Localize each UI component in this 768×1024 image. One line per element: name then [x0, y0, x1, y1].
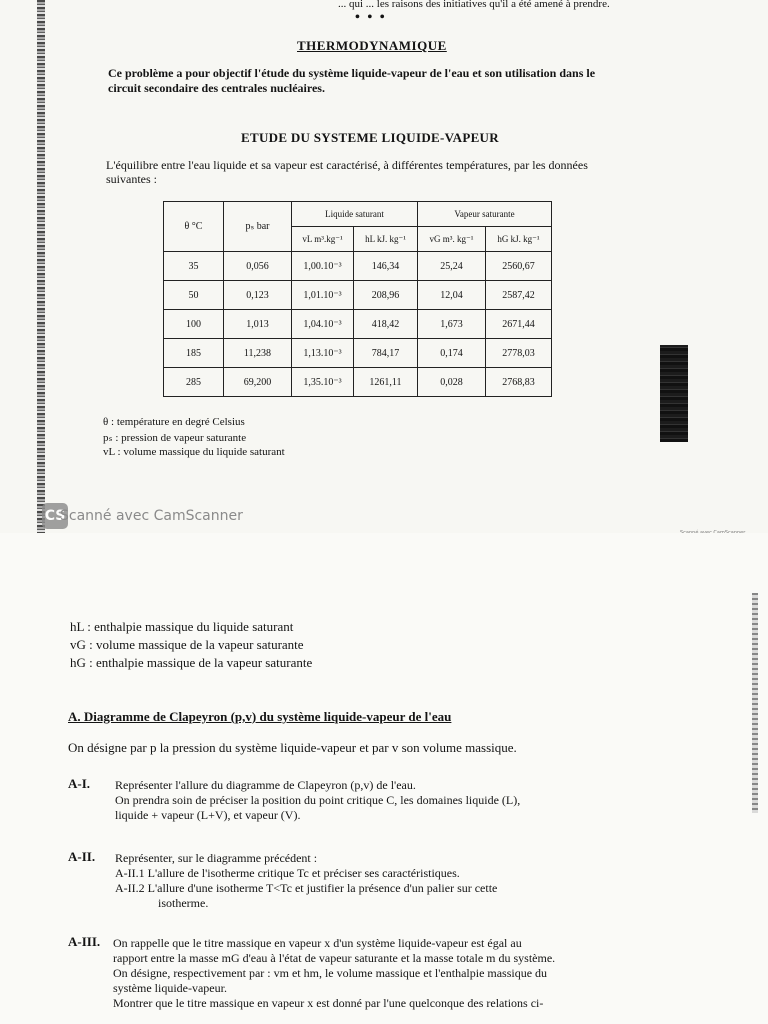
cell-theta: 100 [164, 310, 224, 339]
header-vg: vG m³. kg⁻¹ [418, 227, 486, 252]
cell-vl: 1,04.10⁻³ [292, 310, 354, 339]
table-intro: L'équilibre entre l'eau liquide et sa vapeur est caractérisé, à différentes températures, par les données suivantes : [106, 158, 588, 186]
cell-hg: 2768,83 [486, 368, 552, 397]
text-line: On prendra soin de préciser la position du point critique C, les domaines liquide (L), [115, 793, 521, 807]
header-vl: vL m³.kg⁻¹ [292, 227, 354, 252]
header-vapour-group: Vapeur saturante [418, 202, 552, 227]
cell-theta: 35 [164, 252, 224, 281]
steam-properties-table [163, 201, 552, 397]
header-hl: hL kJ. kg⁻¹ [354, 227, 418, 252]
question-a3-text [113, 936, 555, 1011]
cell-vg: 25,24 [418, 252, 486, 281]
legend-theta: θ : température en degré Celsius [103, 416, 245, 428]
legend-ps: pₛ : pression de vapeur saturante [103, 432, 247, 444]
cell-vg: 1,673 [418, 310, 486, 339]
text-line: système liquide-vapeur. [113, 981, 227, 995]
cell-theta: 285 [164, 368, 224, 397]
cell-pressure: 69,200 [224, 368, 292, 397]
text-line: Représenter, sur le diagramme précédent : [115, 851, 318, 865]
table-row [164, 339, 552, 368]
cell-vl: 1,13.10⁻³ [292, 339, 354, 368]
question-a2-text [115, 851, 497, 911]
cell-pressure: 11,238 [224, 339, 292, 368]
text-line: On rappelle que le titre massique en vapeur x d'un système liquide-vapeur est égal au [113, 936, 522, 950]
cell-hg: 2778,03 [486, 339, 552, 368]
legend-hl: hL : enthalpie massique du liquide saturant [70, 619, 294, 634]
text-line: A-II.2 L'allure d'une isotherme T<Tc et justifier la présence d'un palier sur cette [115, 881, 498, 895]
cell-hl: 208,96 [354, 281, 418, 310]
cell-vl: 1,35.10⁻³ [292, 368, 354, 397]
text-line: liquide + vapeur (L+V), et vapeur (V). [115, 808, 301, 822]
cell-hl: 1261,11 [354, 368, 418, 397]
cell-pressure: 1,013 [224, 310, 292, 339]
section-a-intro: On désigne par p la pression du système liquide-vapeur et par v son volume massique. [68, 740, 517, 755]
cell-hl: 784,17 [354, 339, 418, 368]
text-line: On désigne, respectivement par : vm et hm, le volume massique et l'enthalpie massique du [113, 966, 548, 980]
cell-vl: 1,01.10⁻³ [292, 281, 354, 310]
question-number: A-III. [68, 934, 101, 949]
text-line: A-II.1 L'allure de l'isotherme critique Tc et préciser ses caractéristiques. [115, 866, 460, 880]
header-hg: hG kJ. kg⁻¹ [486, 227, 552, 252]
header-liquid-group: Liquide saturant [292, 202, 418, 227]
question-number: A-I. [68, 776, 91, 791]
question-number: A-II. [68, 849, 96, 864]
cell-vg: 0,028 [418, 368, 486, 397]
cell-pressure: 0,056 [224, 252, 292, 281]
cell-theta: 185 [164, 339, 224, 368]
camscanner-small-watermark: Scanné avec CamScanner [680, 530, 746, 533]
cell-hg: 2560,67 [486, 252, 552, 281]
cell-theta: 50 [164, 281, 224, 310]
cell-vg: 0,174 [418, 339, 486, 368]
header-theta: θ °C [164, 202, 224, 252]
cell-hl: 146,34 [354, 252, 418, 281]
scanned-page-2 [0, 533, 768, 1024]
subsection-title: ETUDE DU SYSTEME LIQUIDE-VAPEUR [241, 130, 499, 145]
text-line: Montrer que le titre massique en vapeur x est donné par l'une quelconque des relations ci- [113, 996, 544, 1010]
question-a1-text [115, 778, 520, 823]
section-a-title: A. Diagramme de Clapeyron (p,v) du système liquide-vapeur de l'eau [68, 709, 452, 724]
cell-hl: 418,42 [354, 310, 418, 339]
cell-vg: 12,04 [418, 281, 486, 310]
section-title: THERMODYNAMIQUE [297, 38, 447, 53]
cell-hg: 2671,44 [486, 310, 552, 339]
table-row [164, 281, 552, 310]
scan-edge-shadow [752, 593, 758, 813]
header-pressure: pₛ bar [224, 202, 292, 252]
legend-vg: vG : volume massique de la vapeur saturante [70, 637, 304, 652]
text-line: rapport entre la masse mG d'eau à l'état de vapeur saturante et la masse totale m du système. [113, 951, 556, 965]
scan-edge-shadow [37, 0, 45, 533]
truncated-top-line: ... qui ... les raisons des initiatives qu'il a été amené à prendre. [338, 0, 610, 10]
table-row [164, 368, 552, 397]
camscanner-watermark: Scanné avec CamScanner [60, 508, 243, 524]
scan-artifact-bar [660, 345, 688, 442]
text-line: Représenter l'allure du diagramme de Clapeyron (p,v) de l'eau. [115, 778, 416, 792]
camscanner-logo: CS [42, 503, 68, 529]
legend-hg: hG : enthalpie massique de la vapeur saturante [70, 655, 313, 670]
table-row [164, 310, 552, 339]
table-row [164, 252, 552, 281]
problem-intro: Ce problème a pour objectif l'étude du système liquide-vapeur de l'eau et son utilisation dans le circuit secondaire des centrales nucléaires. [108, 66, 596, 95]
separator-dots: • • • [355, 10, 387, 25]
cell-hg: 2587,42 [486, 281, 552, 310]
text-line: isotherme. [158, 896, 209, 910]
cell-vl: 1,00.10⁻³ [292, 252, 354, 281]
cell-pressure: 0,123 [224, 281, 292, 310]
legend-vl: vL : volume massique du liquide saturant [103, 446, 285, 458]
